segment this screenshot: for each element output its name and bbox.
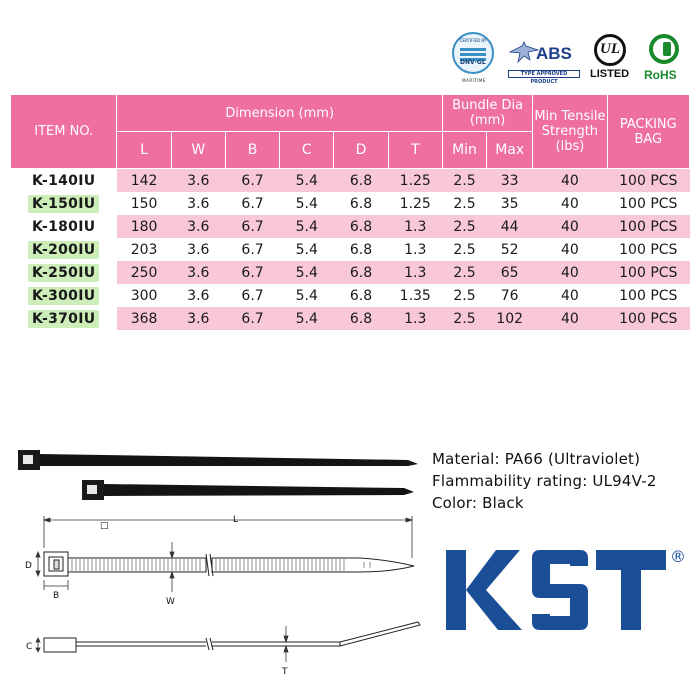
- item-no: K-150IU: [28, 195, 99, 213]
- cell-max: 102: [487, 307, 533, 330]
- svg-text:□: □: [100, 521, 109, 531]
- cell-C: 5.4: [280, 238, 334, 261]
- cell-max: 76: [487, 284, 533, 307]
- label-W: W: [166, 597, 175, 607]
- cell-T: 1.3: [388, 238, 442, 261]
- cell-D: 6.8: [334, 284, 388, 307]
- cell-T: 1.3: [388, 261, 442, 284]
- cell-tensile: 40: [533, 261, 607, 284]
- cable-tie-side-view: [44, 622, 420, 652]
- cell-C: 5.4: [280, 169, 334, 193]
- rohs-check-icon: [649, 34, 679, 64]
- cell-T: 1.3: [388, 215, 442, 238]
- table-row: [11, 284, 690, 307]
- header-W: W: [171, 132, 225, 169]
- cell-packing: 100 PCS: [607, 284, 689, 307]
- dimension-T: [284, 626, 288, 662]
- rohs-word: RoHS: [644, 68, 677, 82]
- dnv-top-text: CERTIFIED BY: [459, 38, 487, 43]
- color-text: Color: Black: [432, 494, 524, 512]
- cell-W: 3.6: [171, 192, 225, 215]
- cell-T: 1.25: [388, 192, 442, 215]
- header-item-no: ITEM NO.: [11, 95, 117, 169]
- cell-D: 6.8: [334, 169, 388, 193]
- kst-logo-svg: [440, 540, 690, 640]
- table-row: [11, 169, 690, 193]
- cell-tensile: 40: [533, 284, 607, 307]
- header-B: B: [225, 132, 279, 169]
- item-no: K-140IU: [32, 172, 96, 189]
- registered-mark: ®: [670, 547, 686, 566]
- label-B: B: [53, 591, 60, 601]
- header-dimension: Dimension (mm): [117, 95, 442, 132]
- cell-D: 6.8: [334, 238, 388, 261]
- header-packing-bag: PACKING BAG: [607, 95, 689, 169]
- cell-tensile: 40: [533, 307, 607, 330]
- cell-packing: 100 PCS: [607, 215, 689, 238]
- dimension-B: [44, 580, 68, 590]
- cell-min: 2.5: [442, 215, 486, 238]
- cell-max: 52: [487, 238, 533, 261]
- cell-B: 6.7: [225, 238, 279, 261]
- drawing-svg: [0, 420, 430, 700]
- table-row: [11, 215, 690, 238]
- table-row: [11, 307, 690, 330]
- cell-L: 142: [117, 169, 171, 193]
- cell-W: 3.6: [171, 284, 225, 307]
- cell-C: 5.4: [280, 284, 334, 307]
- label-T: T: [282, 667, 288, 677]
- dimension-C: [36, 638, 40, 652]
- cell-packing: 100 PCS: [607, 261, 689, 284]
- cell-D: 6.8: [334, 261, 388, 284]
- cell-B: 6.7: [225, 215, 279, 238]
- kst-logo: [440, 540, 690, 640]
- cell-B: 6.7: [225, 261, 279, 284]
- cell-min: 2.5: [442, 238, 486, 261]
- cell-L: 203: [117, 238, 171, 261]
- ul-listed-text: LISTED: [590, 68, 630, 80]
- item-no: K-200IU: [28, 241, 99, 259]
- dimension-D: [36, 552, 40, 576]
- cell-B: 6.7: [225, 284, 279, 307]
- cell-T: 1.35: [388, 284, 442, 307]
- cell-W: 3.6: [171, 215, 225, 238]
- cell-C: 5.4: [280, 261, 334, 284]
- header-max: Max: [487, 132, 533, 169]
- item-no: K-250IU: [28, 264, 99, 282]
- table-row: [11, 261, 690, 284]
- cell-max: 65: [487, 261, 533, 284]
- product-info: [432, 448, 692, 514]
- cell-max: 35: [487, 192, 533, 215]
- dnv-caption: MARITIME: [462, 78, 486, 83]
- certification-logos: [448, 30, 692, 92]
- cell-B: 6.7: [225, 192, 279, 215]
- header-L: L: [117, 132, 171, 169]
- cell-D: 6.8: [334, 307, 388, 330]
- cell-C: 5.4: [280, 215, 334, 238]
- abs-sub: TYPE APPROVED PRODUCT: [520, 71, 568, 85]
- cell-min: 2.5: [442, 192, 486, 215]
- header-min-tensile: Min Tensile Strength (lbs): [533, 95, 607, 169]
- cell-L: 368: [117, 307, 171, 330]
- item-no: K-300IU: [28, 287, 99, 305]
- abs-logo: [508, 30, 580, 88]
- cell-T: 1.25: [388, 169, 442, 193]
- cell-D: 6.8: [334, 192, 388, 215]
- cell-tensile: 40: [533, 238, 607, 261]
- cell-D: 6.8: [334, 215, 388, 238]
- item-no: K-180IU: [32, 218, 96, 235]
- cell-min: 2.5: [442, 169, 486, 193]
- cable-tie-photo-short: [82, 480, 414, 500]
- ul-mark: UL: [600, 41, 620, 57]
- cell-W: 3.6: [171, 169, 225, 193]
- cell-L: 300: [117, 284, 171, 307]
- header-D: D: [334, 132, 388, 169]
- cell-W: 3.6: [171, 238, 225, 261]
- abs-word: ABS: [536, 44, 572, 63]
- cell-min: 2.5: [442, 261, 486, 284]
- cell-L: 250: [117, 261, 171, 284]
- kst-logo-text: KST: [440, 540, 442, 541]
- cell-tensile: 40: [533, 215, 607, 238]
- cell-B: 6.7: [225, 169, 279, 193]
- cell-min: 2.5: [442, 284, 486, 307]
- dnv-gl-logo: [448, 30, 500, 88]
- cell-T: 1.3: [388, 307, 442, 330]
- spec-table: [10, 94, 690, 330]
- header-min: Min: [442, 132, 486, 169]
- cell-C: 5.4: [280, 192, 334, 215]
- material-text: Material: PA66 (Ultraviolet): [432, 450, 641, 468]
- cell-packing: 100 PCS: [607, 169, 689, 193]
- table-row: [11, 192, 690, 215]
- ul-listed-logo: [590, 30, 634, 88]
- cell-min: 2.5: [442, 307, 486, 330]
- cell-W: 3.6: [171, 261, 225, 284]
- header-bundle-dia: Bundle Dia (mm): [442, 95, 532, 132]
- cell-B: 6.7: [225, 307, 279, 330]
- cable-tie-front-view: [44, 552, 414, 576]
- dnv-label: DNV·GL: [460, 59, 486, 66]
- cell-max: 44: [487, 215, 533, 238]
- header-C: C: [280, 132, 334, 169]
- cell-L: 180: [117, 215, 171, 238]
- cable-tie-photo-long: [18, 450, 418, 470]
- flammability-text: Flammability rating: UL94V-2: [432, 472, 657, 490]
- item-no: K-370IU: [28, 310, 99, 328]
- header-T: T: [388, 132, 442, 169]
- cell-packing: 100 PCS: [607, 192, 689, 215]
- cell-L: 150: [117, 192, 171, 215]
- cell-tensile: 40: [533, 169, 607, 193]
- cell-packing: 100 PCS: [607, 307, 689, 330]
- cable-tie-drawings: [0, 420, 430, 700]
- cell-C: 5.4: [280, 307, 334, 330]
- cell-packing: 100 PCS: [607, 238, 689, 261]
- label-C: C: [26, 642, 33, 652]
- cell-W: 3.6: [171, 307, 225, 330]
- ul-circle-icon: [594, 34, 626, 66]
- cell-tensile: 40: [533, 192, 607, 215]
- label-L: L: [233, 515, 239, 525]
- cell-max: 33: [487, 169, 533, 193]
- rohs-logo: [644, 30, 692, 88]
- label-D: D: [25, 561, 32, 571]
- table-row: [11, 238, 690, 261]
